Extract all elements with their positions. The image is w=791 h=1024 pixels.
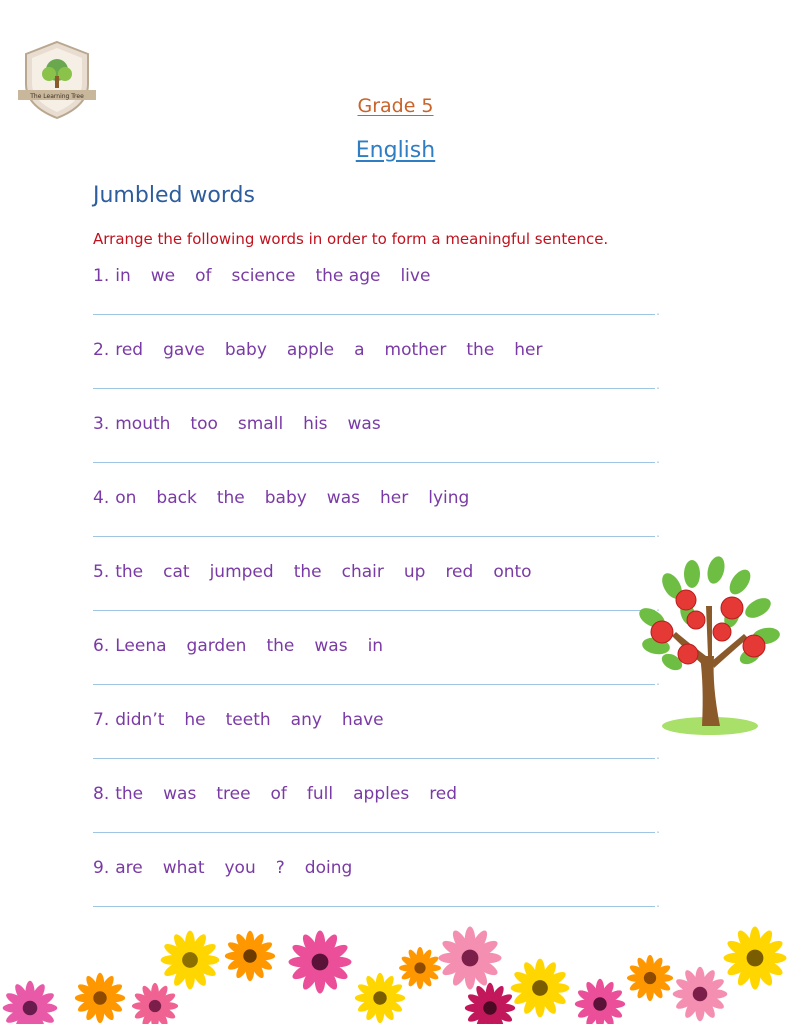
word: her (379, 488, 409, 508)
word: garden (186, 636, 247, 656)
item-number: 9. (93, 858, 110, 878)
word: up (403, 562, 426, 582)
grade-label: Grade 5 (357, 95, 434, 117)
word: you (224, 858, 256, 878)
jumbled-words (93, 488, 489, 508)
item-number: 2. (93, 340, 110, 360)
word: full (306, 784, 334, 804)
word: science (231, 266, 296, 286)
word: what (162, 858, 205, 878)
word: any (290, 710, 322, 730)
flower (161, 931, 220, 990)
item-number: 5. (93, 562, 110, 582)
word: small (237, 414, 284, 434)
worksheet-title: Jumbled words (93, 183, 255, 208)
item-number: 7. (93, 710, 110, 730)
answer-line[interactable] (93, 758, 655, 759)
word: back (156, 488, 197, 508)
word: a (354, 340, 365, 360)
word: baby (264, 488, 307, 508)
flower (465, 983, 515, 1024)
flower (75, 973, 125, 1023)
word: didn’t (115, 710, 165, 730)
jumbled-words (93, 414, 401, 434)
item-number: 8. (93, 784, 110, 804)
answer-line[interactable] (93, 832, 655, 833)
answer-line[interactable] (93, 906, 655, 907)
word: chair (341, 562, 384, 582)
word: lying (428, 488, 470, 508)
flower (355, 973, 405, 1023)
word: of (270, 784, 287, 804)
exercise-item (93, 340, 658, 400)
exercise-item (93, 784, 658, 844)
item-number: 4. (93, 488, 110, 508)
word: he (184, 710, 206, 730)
item-number: 3. (93, 414, 110, 434)
flower (399, 947, 441, 989)
word: in (115, 266, 131, 286)
word: her (514, 340, 543, 360)
flower (439, 927, 502, 990)
word: was (163, 784, 197, 804)
word: we (150, 266, 176, 286)
jumbled-words (93, 340, 563, 360)
word: of (195, 266, 212, 286)
flower (724, 927, 787, 990)
word: too (190, 414, 218, 434)
flower (289, 931, 352, 994)
word: was (326, 488, 360, 508)
word: jumped (209, 562, 274, 582)
flower (225, 931, 275, 981)
flower (132, 983, 178, 1024)
exercise-item (93, 710, 658, 770)
flower (673, 967, 728, 1022)
item-number: 1. (93, 266, 110, 286)
exercise-item (93, 562, 658, 622)
jumbled-words (93, 636, 403, 656)
word: his (303, 414, 328, 434)
word: was (314, 636, 348, 656)
exercise-item (93, 858, 658, 918)
word: mother (384, 340, 447, 360)
word: gave (163, 340, 205, 360)
flower (3, 981, 58, 1024)
word: red (429, 784, 458, 804)
word: Leena (115, 636, 167, 656)
word: onto (493, 562, 532, 582)
logo-text: The Learning Tree (30, 93, 84, 100)
word: the (115, 784, 144, 804)
jumbled-words (93, 266, 450, 286)
jumbled-words (93, 858, 372, 878)
answer-line[interactable] (93, 314, 655, 315)
word: baby (224, 340, 267, 360)
word: the (466, 340, 495, 360)
answer-line[interactable] (93, 462, 655, 463)
word: have (341, 710, 384, 730)
word: doing (304, 858, 353, 878)
word: tree (216, 784, 251, 804)
item-number: 6. (93, 636, 110, 656)
flower (511, 959, 570, 1018)
jumbled-words (93, 710, 404, 730)
exercise-item (93, 636, 658, 696)
word: teeth (225, 710, 271, 730)
word: the (293, 562, 322, 582)
word: was (347, 414, 381, 434)
word: are (115, 858, 143, 878)
flower (575, 979, 625, 1024)
jumbled-words (93, 562, 552, 582)
answer-line[interactable] (93, 684, 655, 685)
word: red (445, 562, 474, 582)
word: the (115, 562, 144, 582)
answer-line[interactable] (93, 388, 655, 389)
flower-border (0, 918, 791, 1024)
answer-line[interactable] (93, 610, 655, 611)
word: on (115, 488, 137, 508)
answer-line[interactable] (93, 536, 655, 537)
word: the age (315, 266, 381, 286)
word: apples (353, 784, 410, 804)
exercise-item (93, 266, 658, 326)
word: in (367, 636, 384, 656)
word: the (216, 488, 245, 508)
subject-label: English (355, 138, 436, 163)
exercise-item (93, 488, 658, 548)
word: the (266, 636, 295, 656)
flower (627, 955, 673, 1001)
word: live (400, 266, 431, 286)
word: mouth (115, 414, 171, 434)
jumbled-words (93, 784, 477, 804)
exercise-item (93, 414, 658, 474)
word: apple (286, 340, 335, 360)
word: ? (275, 858, 285, 878)
instruction-text: Arrange the following words in order to form a meaningful sentence. (93, 230, 609, 248)
apple-tree-icon (632, 556, 782, 742)
word: cat (163, 562, 190, 582)
word: red (115, 340, 144, 360)
